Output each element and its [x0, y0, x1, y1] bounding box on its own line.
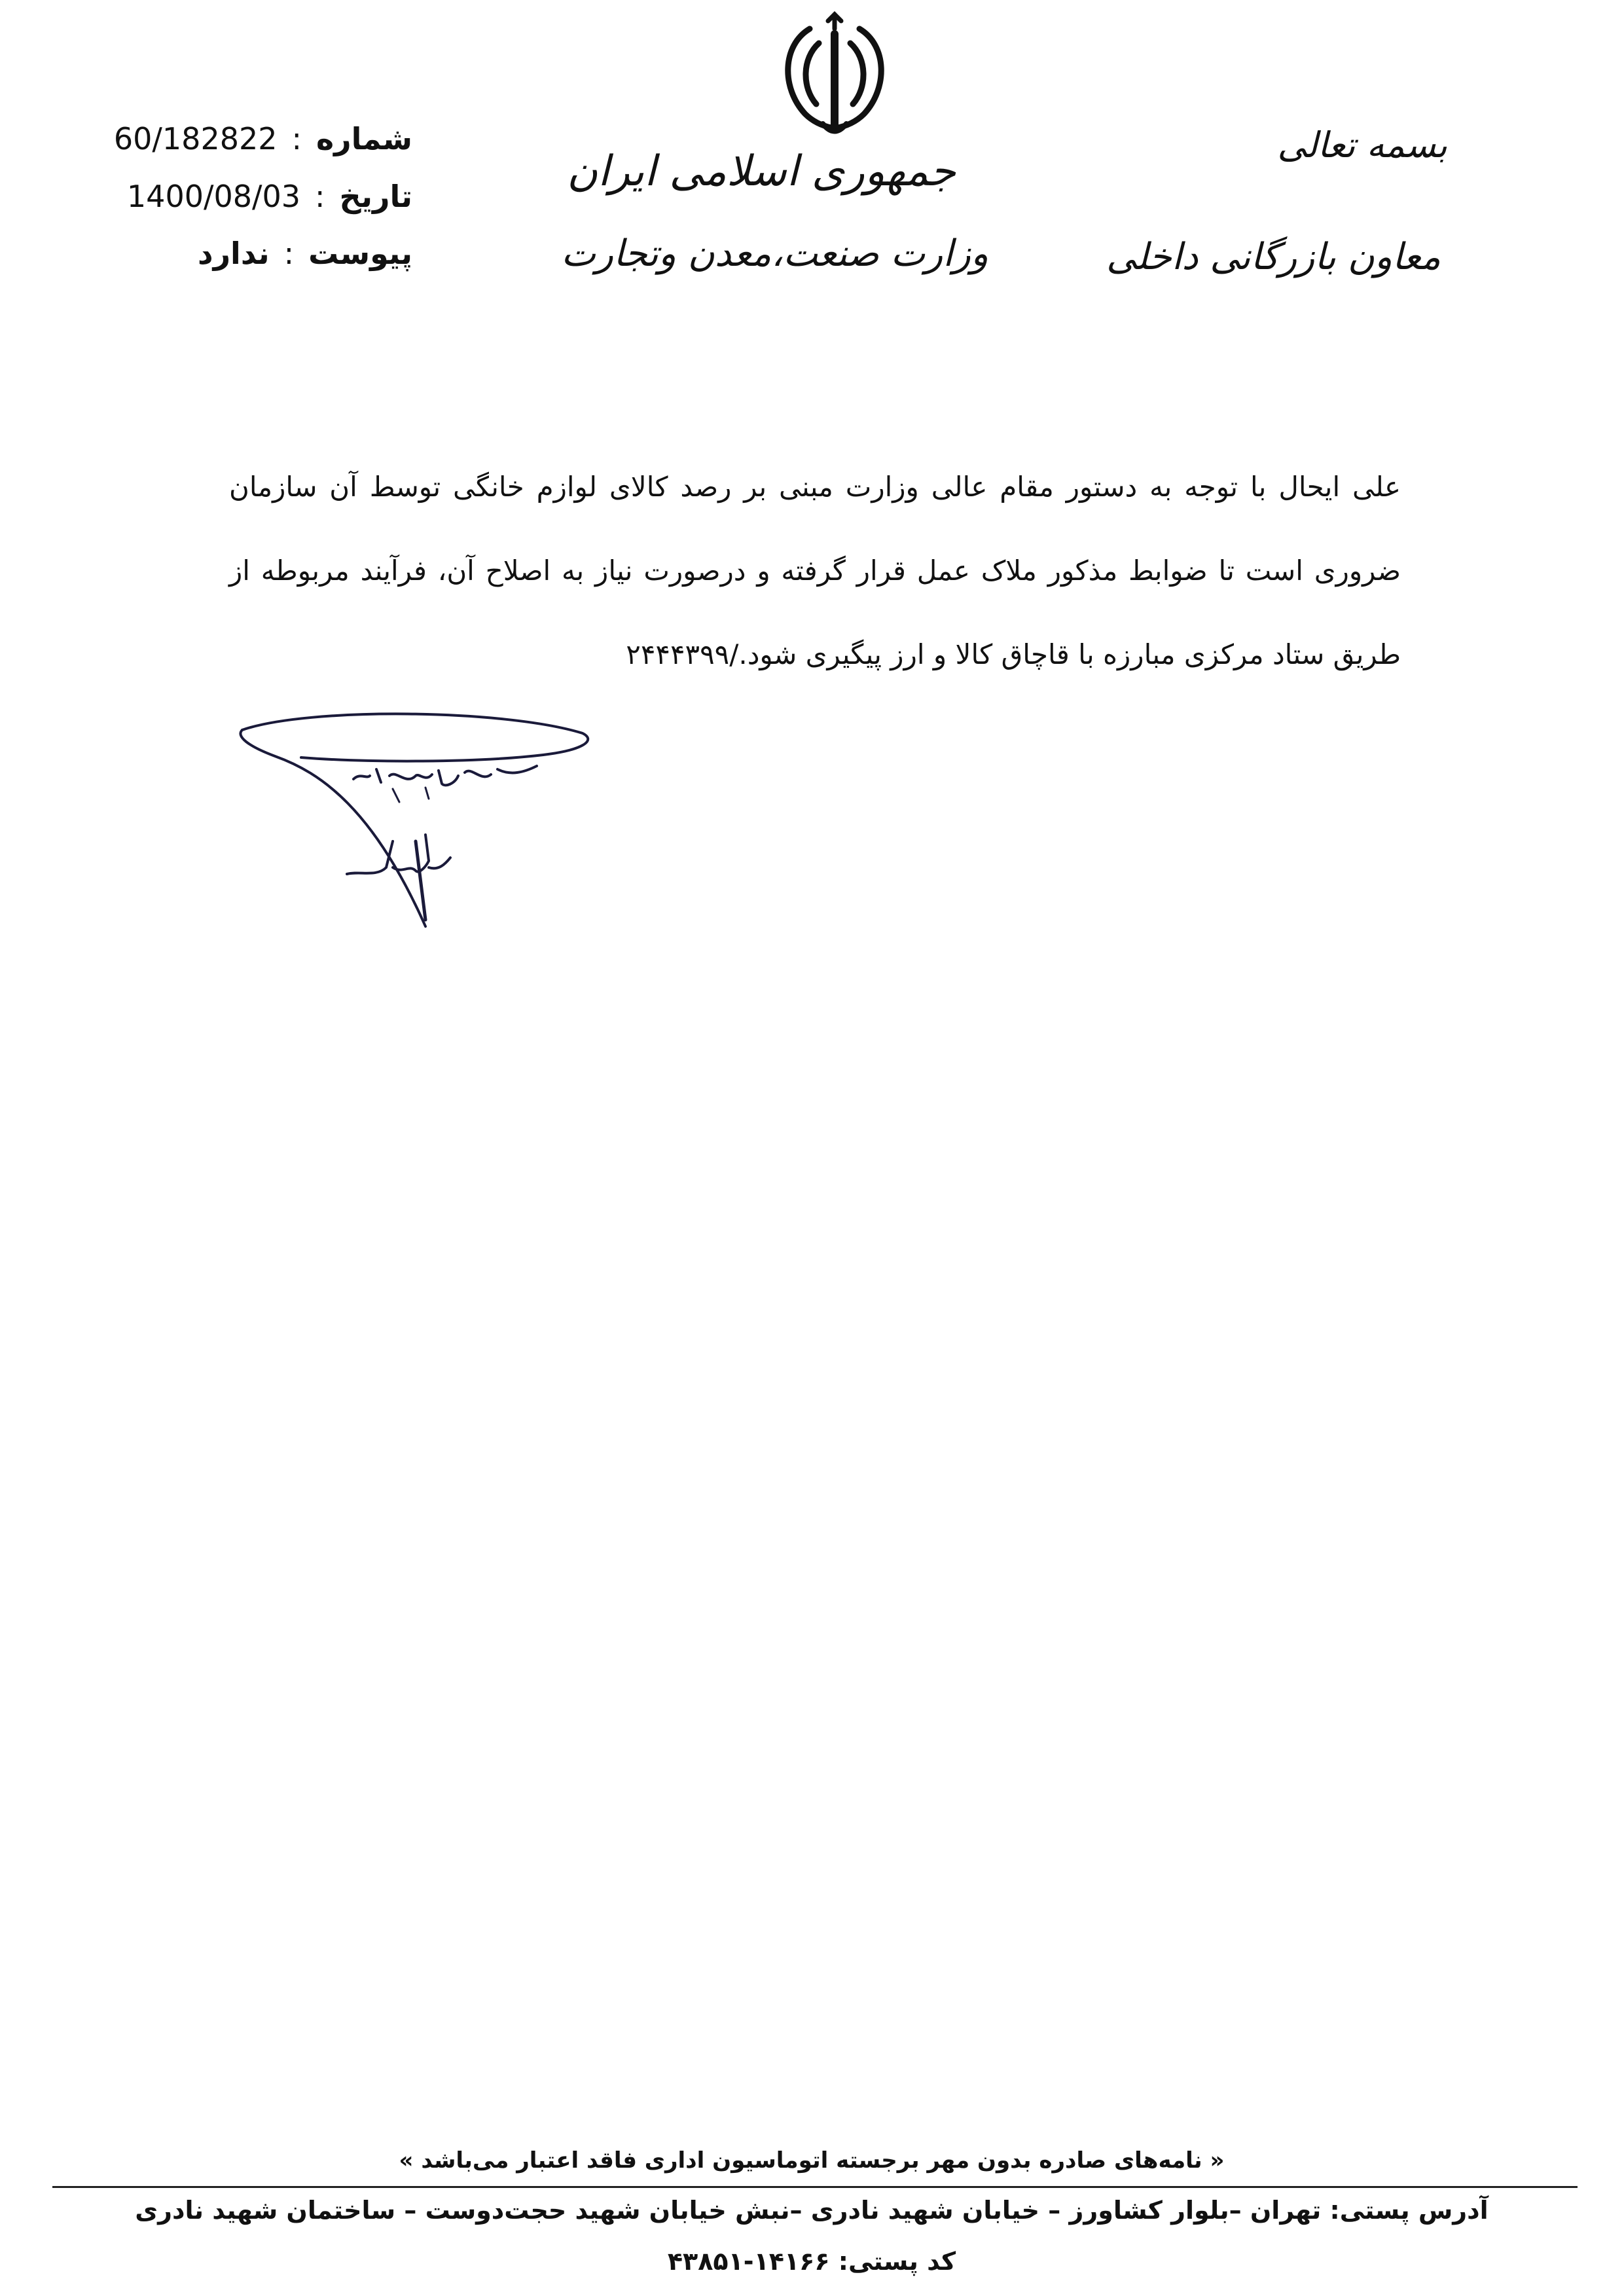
footer-divider — [52, 2186, 1578, 2188]
letter-attachment-value: ندارد — [197, 236, 270, 271]
iran-emblem-icon — [776, 9, 893, 140]
letter-date-label: تاریخ — [339, 179, 412, 214]
letter-body: علی ایحال با توجه به دستور مقام عالی وزارت مبنی بر رصد کالای لوازم خانگی توسط آن سازمان ضروری است تا ضوابط مذکور ملاک عمل قرار گرفته و درصورت نیاز به اصلاح آن، فرآیند مربوطه از طریق ستاد مرکزی مبارزه با قاچاق کالا و ارز پیگیری شود./۲۴۴۴۳۹۹ — [229, 471, 1401, 670]
letter-date-separator: : — [315, 179, 325, 214]
ministry-name: وزارت صنعت،معدن وتجارت — [561, 232, 988, 275]
letter-number-label: شماره — [316, 121, 412, 156]
letter-attachment-label: پیوست — [308, 236, 412, 271]
invocation: بسمه تعالی — [1277, 124, 1447, 166]
letter-attachment-separator: : — [283, 236, 295, 271]
letter-number-value: 60/182822 — [113, 121, 278, 156]
footer-validity-note: « نامه‌های صادره بدون مهر برجسته اتوماسیون اداری فاقد اعتبار می‌باشد » — [399, 2147, 1225, 2174]
letter-number — [98, 121, 412, 156]
footer-postal-code: کد پستی: ۱۴۱۶۶-۴۳۸۵۱ — [667, 2247, 956, 2276]
letter-date-value: 1400/08/03 — [126, 179, 301, 214]
handwritten-signature — [229, 710, 609, 946]
letter-attachment — [98, 236, 412, 271]
letter-date — [98, 179, 412, 214]
country-name: جمهوری اسلامی ایران — [567, 147, 956, 196]
letter-number-separator: : — [291, 121, 302, 156]
deputy-title: معاون بازرگانی داخلی — [1106, 236, 1441, 278]
footer-address: آدرس پستی: تهران –بلوار کشاورز – خیابان شهید نادری –نبش خیابان شهید حجت‌دوست – ساختمان شهید نادری — [135, 2196, 1489, 2225]
